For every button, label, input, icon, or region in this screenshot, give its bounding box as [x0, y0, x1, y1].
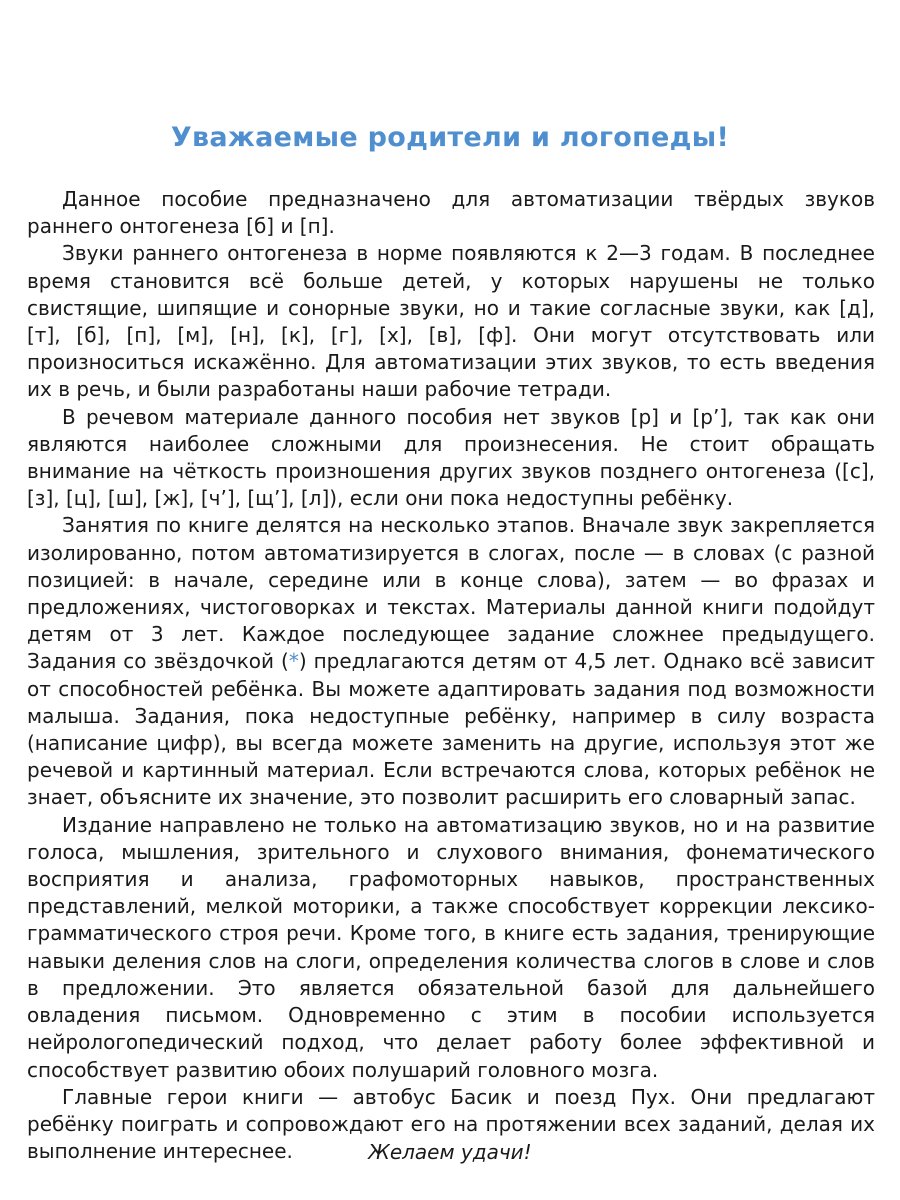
body-text	[27, 186, 875, 1165]
paragraph-sounds: Звуки раннего онтогенеза в норме появляются к 2—3 годам. В последнее время становится всё больше детей, у которых нарушены не только свистящие, шипящие и сонорные звуки, но и такие согласные звуки, как [д], [т], [б], [п], [м], [н], [к], [г], [х], [в], [ф]. Они могут отсутствовать или произноситься искажённо. Для автоматизации этих звуков, то есть введения их в речь, и были разработаны наши рабочие тетради.	[27, 241, 875, 402]
paragraph-lesson-stages-part-1: Занятия по книге делятся на несколько этапов. Вначале звук закрепляется изолированно, потом автоматизируется в слогах, после — в словах (с разной позицией: в начале, середине или в конце слова), затем — во фразах и предложениях, чистоговорках и текстах. Материалы данной книги подойдут детям от 3 лет. Каждое последующее задание сложнее предыдущего. Задания со звёздочкой (	[27, 513, 875, 674]
star-icon: *	[288, 649, 299, 674]
paragraph-development-goals: Издание направлено не только на автоматизацию звуков, но и на развитие голоса, мышления, зрительного и слухового внимания, фонематического восприятия и анализа, графомоторных навыков, пространственных представлений, мелкой моторики, а также способствует коррекции лексико-грамматического строя речи. Кроме того, в книге есть задания, тренирующие навыки деления слов на слоги, определения количества слогов в слове и слов в предложении. Это является обязательной базой для дальнейшего овладения письмом. Одновременно с этим в пособии используется нейрологопедический подход, что делает работу более эффективной и способствует развитию обоих полушарий головного мозга.	[27, 812, 875, 1082]
paragraph-main-characters: Главные герои книги — автобус Басик и поезд Пух. Они предлагают ребёнку поиграть и сопровождают его на протяжении всех заданий, делая их выполнение интереснее.	[27, 1084, 875, 1164]
paragraph-lesson-stages-part-2: ) предлагаются детям от 4,5 лет. Однако всё зависит от способностей ребёнка. Вы можете адаптировать задания под возможности малыша. Задания, пока недоступные ребёнку, например в силу возраста (написание цифр), вы всегда можете заменить на другие, используя этот же речевой и картинный материал. Если встречаются слова, которых ребёнок не знает, объясните их значение, это позволит расширить его словарный запас.	[27, 649, 876, 810]
paragraph-lesson-stages	[27, 512, 875, 811]
page-title: Уважаемые родители и логопеды!	[170, 122, 730, 153]
paragraph-excluded-sounds: В речевом материале данного пособия нет звуков [р] и [р’], так как они являются наиболее сложными для произнесения. Не стоит обращать внимание на чёткость произношения других звуков позднего онтогенеза ([с], [з], [ц], [ш], [ж], [ч’], [щ’], [л]), если они пока недоступны ребёнку.	[27, 404, 875, 511]
paragraph-purpose: Данное пособие предназначено для автоматизации твёрдых звуков раннего онтогенеза [б] и [п].	[27, 187, 875, 239]
closing-wish: Желаем удачи!	[368, 1140, 532, 1164]
